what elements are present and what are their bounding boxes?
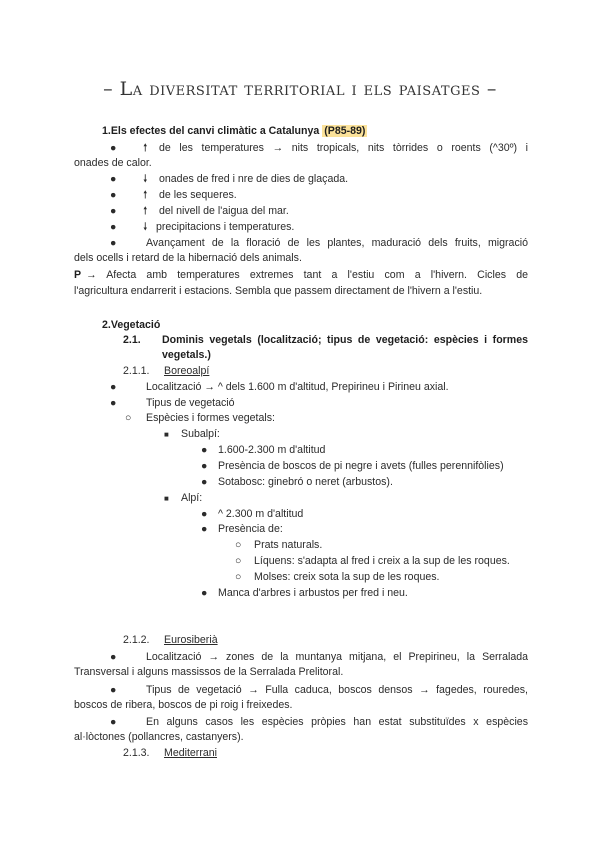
page-reference-highlight: (P85-89) xyxy=(324,125,366,137)
list-item: de les temperatures → nits tropicals, nits tòrrides o roents (^30º) i xyxy=(159,142,528,154)
paragraph-line: l'agricultura endarrerit i estacions. Sembla que passem directament de l'hivern a l'estiu. xyxy=(74,285,483,297)
list-item: Localització → ^ dels 1.600 m d'altitud, Prepirineu i Pirineu axial. xyxy=(146,381,449,393)
bullet: ● xyxy=(110,381,117,393)
circle-bullet: ○ xyxy=(235,571,242,583)
list-item: Alpí: xyxy=(181,492,203,504)
list-item-cont: al·lòctones (pollancres, castanyers). xyxy=(74,731,244,743)
list-item-cont: Transversal i alguns massissos de la Serralada Prelitoral. xyxy=(74,666,344,678)
list-item: Presència de: xyxy=(218,523,283,535)
list-item: del nivell de l'aigua del mar. xyxy=(159,205,289,217)
list-item: Presència de boscos de pi negre i avets (fulles perennifòlies) xyxy=(218,460,504,472)
bullet: ● xyxy=(201,587,208,599)
list-item: Subalpí: xyxy=(181,428,220,440)
bullet: ● xyxy=(201,476,208,488)
bullet: ● xyxy=(201,460,208,472)
p-label: P xyxy=(74,269,82,281)
page-title: – La diversitat territorial i els paisatges – xyxy=(103,78,497,100)
bullet: ● xyxy=(110,221,117,233)
arrow-up-icon: 🠕 xyxy=(143,189,148,201)
subsubsection-number: 2.1.2. xyxy=(123,634,150,646)
bullet: ● xyxy=(110,684,117,696)
bullet: ● xyxy=(201,508,208,520)
list-item: Tipus de vegetació → Fulla caduca, boscos densos → fagedes, rouredes, xyxy=(146,684,528,696)
bullet: ● xyxy=(201,444,208,456)
subsection-number: 2.1. xyxy=(123,334,141,346)
list-item: Prats naturals. xyxy=(254,539,323,551)
list-item: Localització → zones de la muntanya mitjana, el Prepirineu, la Serralada xyxy=(146,651,528,663)
bullet: ● xyxy=(110,189,117,201)
list-item: precipitacions i temperatures. xyxy=(156,221,295,233)
bullet: ● xyxy=(110,173,117,185)
subsection-heading: Dominis vegetals (localització; tipus de vegetació: espècies i formes xyxy=(162,334,528,346)
bullet: ● xyxy=(201,523,208,535)
arrow-down-icon: 🠗 xyxy=(143,221,148,233)
list-item: onades de fred i nre de dies de glaçada. xyxy=(159,173,349,185)
section-2-heading: 2.Vegetació xyxy=(102,319,161,331)
section-1-heading: 1.Els efectes del canvi climàtic a Catalunya (P85-89) xyxy=(102,125,366,137)
bullet: ● xyxy=(110,142,117,154)
subsubsection-number: 2.1.3. xyxy=(123,747,150,759)
list-item: ^ 2.300 m d'altitud xyxy=(218,508,304,520)
paragraph-line: → Afecta amb temperatures extremes tant a l'estiu com a l'hivern. Cicles de xyxy=(86,269,528,281)
subsubsection-number: 2.1.1. xyxy=(123,365,150,377)
circle-bullet: ○ xyxy=(125,412,132,424)
subsection-heading-cont: vegetals.) xyxy=(162,349,211,361)
list-item-cont: boscos de ribera, boscos de pi roig i freixedes. xyxy=(74,699,293,711)
list-item: Tipus de vegetació xyxy=(146,397,235,409)
circle-bullet: ○ xyxy=(235,539,242,551)
list-item: En alguns casos les espècies pròpies han estat substituïdes x espècies xyxy=(146,716,528,728)
bullet: ● xyxy=(110,237,117,249)
list-item: Espècies i formes vegetals: xyxy=(146,412,275,424)
bullet: ● xyxy=(110,205,117,217)
circle-bullet: ○ xyxy=(235,555,242,567)
list-item-cont: onades de calor. xyxy=(74,157,152,169)
list-item: Sotabosc: ginebró o neret (arbustos). xyxy=(218,476,393,488)
list-item: Molses: creix sota la sup de les roques. xyxy=(254,571,440,583)
list-item: Líquens: s'adapta al fred i creix a la sup de les roques. xyxy=(254,555,510,567)
arrow-down-icon: 🠗 xyxy=(143,173,148,185)
square-bullet: ■ xyxy=(164,494,169,503)
list-item: de les sequeres. xyxy=(159,189,237,201)
bullet: ● xyxy=(110,651,117,663)
arrow-up-icon: 🠕 xyxy=(143,142,148,154)
subsubsection-title: Mediterrani xyxy=(164,747,217,759)
arrow-up-icon: 🠕 xyxy=(143,205,148,217)
subsubsection-title: Eurosiberià xyxy=(164,634,218,646)
square-bullet: ■ xyxy=(164,430,169,439)
bullet: ● xyxy=(110,716,117,728)
list-item: Avançament de la floració de les plantes, maduració dels fruits, migració xyxy=(146,237,528,249)
list-item-cont: dels ocells i retard de la hibernació dels animals. xyxy=(74,252,302,264)
bullet: ● xyxy=(110,397,117,409)
list-item: Manca d'arbres i arbustos per fred i neu. xyxy=(218,587,408,599)
list-item: 1.600-2.300 m d'altitud xyxy=(218,444,326,456)
subsubsection-title: Boreoalpí xyxy=(164,365,210,377)
